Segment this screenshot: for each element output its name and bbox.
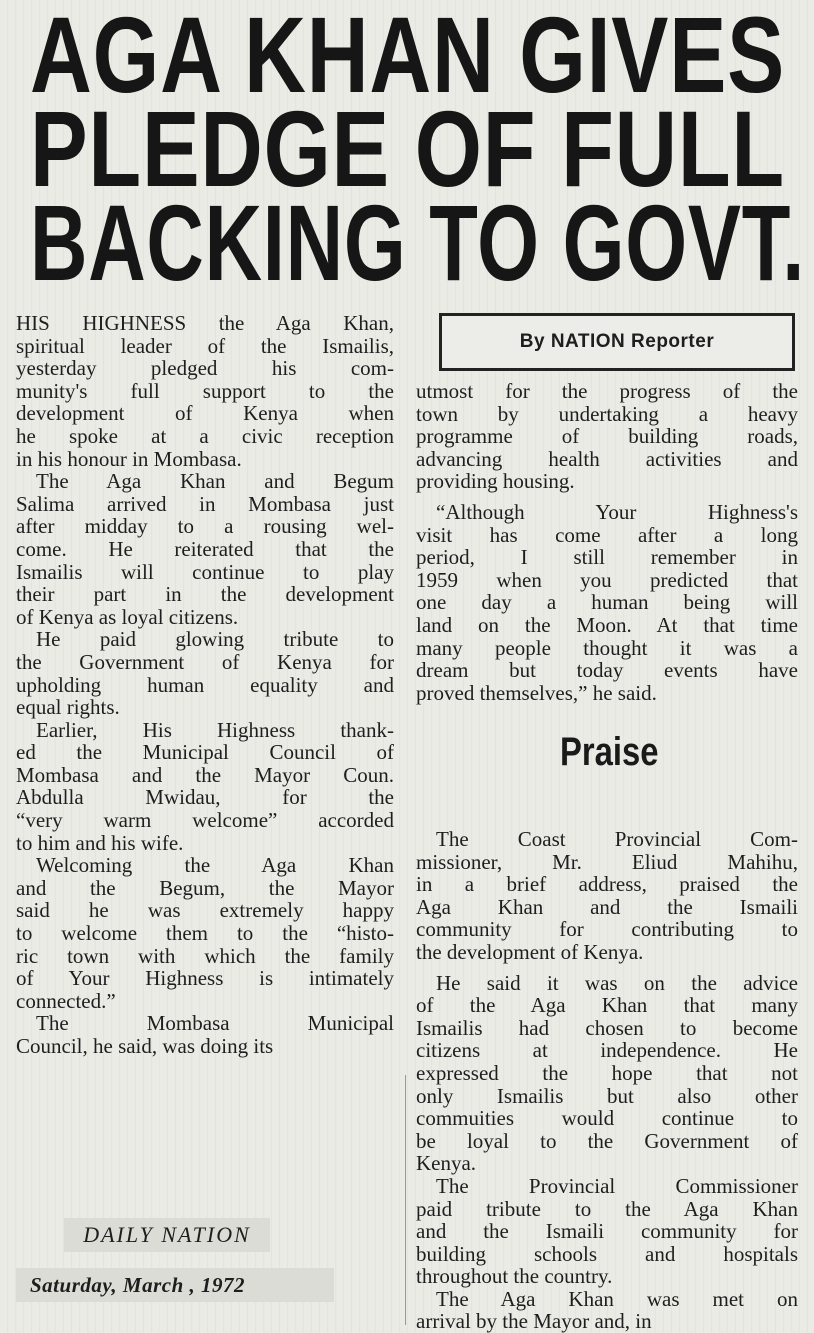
text-line: land on the Moon. At that time (416, 612, 798, 637)
text-line: period, I still remember in (416, 545, 798, 570)
text-line: to welcome them to the “histo- (16, 921, 394, 946)
text-line: community for contributing to (416, 917, 798, 942)
text-line: expressed the hope that not (416, 1060, 798, 1085)
article-column-left (16, 312, 394, 1058)
text-line: commuities would continue to (416, 1106, 798, 1131)
text-line: HIS HIGHNESS the Aga Khan, (16, 311, 394, 335)
text-line: paid tribute to the Aga Khan (416, 1196, 798, 1221)
text-line: proved themselves,” he said. (416, 680, 657, 705)
text-line: of Your Highness is intimately (16, 966, 394, 991)
text-line: He paid glowing tribute to (36, 627, 394, 652)
text-line: upholding human equality and (16, 672, 394, 697)
text-line: and the Ismaili community for (416, 1219, 798, 1244)
paragraph (416, 501, 798, 704)
text-line: equal rights. (16, 695, 120, 720)
text-line: only Ismailis but also other (416, 1083, 798, 1108)
text-line: arrival by the Mayor and, in (416, 1309, 652, 1333)
byline: By NATION Reporter (519, 331, 715, 352)
text-line: The Aga Khan and Begum (36, 469, 394, 494)
headline (30, 0, 810, 303)
dateline-clipping (16, 1268, 334, 1302)
text-line: spiritual leader of the Ismailis, (16, 333, 394, 358)
paragraph (416, 1175, 798, 1288)
text-line: Abdulla Mwidau, for the (16, 785, 394, 810)
text-line: utmost for the progress of the (416, 379, 798, 403)
text-line: many people thought it was a (416, 635, 798, 660)
text-line: Aga Khan and the Ismaili (416, 894, 798, 919)
publication-date: Saturday, March , 1972 (30, 1272, 246, 1297)
text-line: The Mombasa Municipal (36, 1011, 394, 1036)
text-line: he spoke at a civic reception (16, 423, 394, 448)
text-line: Council, he said, was doing its (16, 1034, 274, 1058)
text-line: The Provincial Commissioner (436, 1173, 798, 1198)
headline-line: PLEDGE OF FULL (30, 88, 785, 209)
paragraph (16, 854, 394, 1012)
text-line: programme of building roads, (416, 424, 798, 449)
paragraph (416, 1288, 798, 1333)
text-line: He said it was on the advice (436, 970, 798, 995)
text-line: dream but today events have (416, 658, 798, 683)
text-line: Salima arrived in Mombasa just (16, 491, 394, 516)
subheading: Praise (560, 730, 659, 774)
text-line: their part in the development (16, 582, 394, 607)
text-line: the Government of Kenya for (16, 649, 394, 674)
text-line: yesterday pledged his com- (16, 356, 394, 381)
paragraph (416, 972, 798, 1175)
column-divider (405, 1075, 406, 1325)
text-line: “Although Your Highness's (436, 499, 798, 524)
paragraph (16, 1012, 394, 1057)
text-line: Ismailis had chosen to become (416, 1015, 798, 1040)
byline-box (439, 313, 795, 371)
text-line: and the Begum, the Mayor (16, 875, 394, 900)
paragraph (16, 312, 394, 470)
text-line: one day a human being will (416, 590, 798, 615)
text-line: of Kenya as loyal citizens. (16, 604, 239, 629)
text-line: throughout the country. (416, 1264, 613, 1289)
text-line: providing housing. (416, 469, 575, 494)
text-line: Welcoming the Aga Khan (36, 853, 394, 878)
text-line: of the Aga Khan that many (416, 993, 798, 1018)
newspaper-name: DAILY NATION (83, 1222, 251, 1247)
text-line: to him and his wife. (16, 830, 184, 855)
text-line: Kenya. (416, 1151, 477, 1176)
text-line: munity's full support to the (16, 378, 394, 403)
text-line: in a brief address, praised the (416, 872, 798, 897)
masthead-clipping (64, 1218, 270, 1252)
paragraph (16, 719, 394, 855)
text-line: The Aga Khan was met on (436, 1286, 798, 1311)
text-line: in his honour in Mombasa. (16, 446, 242, 471)
paragraph (416, 828, 798, 964)
text-line: ric town with which the family (16, 943, 394, 968)
paragraph (16, 628, 394, 718)
text-line: ed the Municipal Council of (16, 740, 394, 765)
text-line: Mombasa and the Mayor Coun. (16, 762, 394, 787)
text-line: building schools and hospitals (416, 1241, 798, 1266)
article-column-right-bottom (416, 828, 798, 1333)
text-line: The Coast Provincial Com- (436, 827, 798, 851)
text-line: town by undertaking a heavy (416, 401, 798, 426)
headline-line: BACKING TO GOVT. (30, 182, 806, 303)
text-line: come. He reiterated that the (16, 536, 394, 561)
article-column-right-top (416, 380, 798, 704)
text-line: advancing health activities and (416, 446, 798, 471)
text-line: the development of Kenya. (416, 939, 644, 964)
text-line: citizens at independence. He (416, 1038, 798, 1063)
text-line: said he was extremely happy (16, 898, 394, 923)
text-line: after midday to a rousing wel- (16, 514, 394, 539)
text-line: development of Kenya when (16, 401, 394, 426)
paragraph (416, 380, 798, 493)
text-line: visit has come after a long (416, 522, 798, 547)
text-line: Earlier, His Highness thank- (36, 717, 394, 742)
headline-line: AGA KHAN GIVES (30, 0, 786, 115)
text-line: Ismailis will continue to play (16, 559, 394, 584)
text-line: connected.” (16, 988, 116, 1013)
paragraph (16, 470, 394, 628)
text-line: missioner, Mr. Eliud Mahihu, (416, 849, 798, 874)
text-line: be loyal to the Government of (416, 1128, 798, 1153)
text-line: 1959 when you predicted that (416, 567, 798, 592)
text-line: “very warm welcome” accorded (16, 808, 394, 833)
